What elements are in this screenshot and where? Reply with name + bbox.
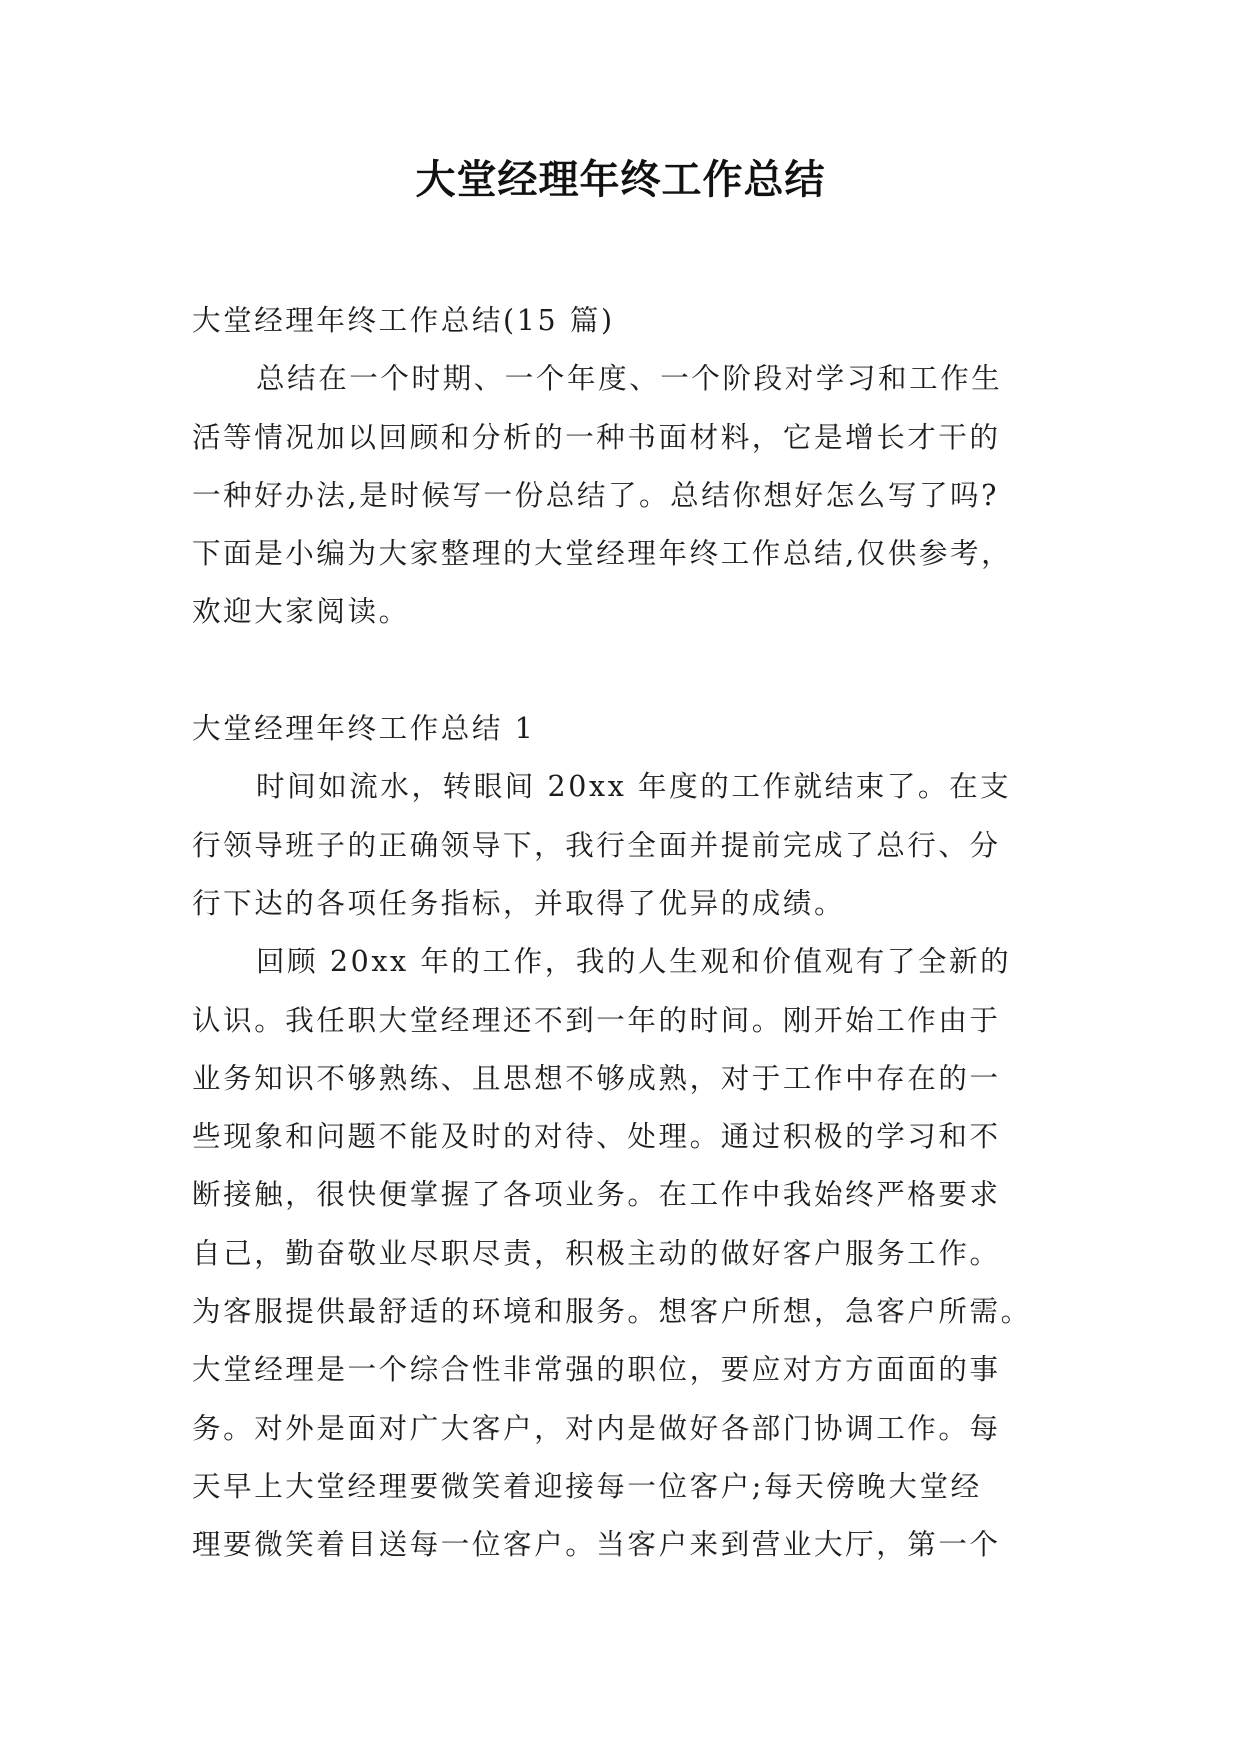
paragraph-line: 回顾 20xx 年的工作，我的人生观和价值观有了全新的: [256, 945, 1012, 979]
section1-paragraph-1: [192, 758, 1062, 933]
paragraph-line: 自己，勤奋敬业尽职尽责，积极主动的做好客户服务工作。: [192, 1236, 1001, 1270]
section1-paragraph-2: [192, 933, 1062, 1574]
paragraph-line: 断接触，很快便掌握了各项业务。在工作中我始终严格要求: [192, 1178, 1001, 1212]
intro-paragraph: [192, 350, 1062, 641]
paragraph-line: 一种好办法,是时候写一份总结了。总结你想好怎么写了吗?: [192, 478, 1000, 512]
paragraph-line: 欢迎大家阅读。: [192, 595, 410, 629]
paragraph-line: 时间如流水，转眼间 20xx 年度的工作就结束了。在支: [256, 770, 1012, 804]
subtitle-line: 大堂经理年终工作总结(15 篇): [192, 304, 615, 337]
paragraph-spacer: [192, 642, 1062, 700]
paragraph-line: 务。对外是面对广大客户，对内是做好各部门协调工作。每: [192, 1411, 1001, 1445]
paragraph-line: 行下达的各项任务指标，并取得了优异的成绩。: [192, 886, 846, 920]
paragraph-line: 些现象和问题不能及时的对待、处理。通过积极的学习和不: [192, 1120, 1001, 1154]
paragraph-line: 为客服提供最舒适的环境和服务。想客户所想，急客户所需。: [192, 1295, 1032, 1329]
paragraph-line: 行领导班子的正确领导下，我行全面并提前完成了总行、分: [192, 828, 1001, 862]
section-heading: 大堂经理年终工作总结 1: [192, 712, 536, 746]
paragraph-line: 业务知识不够熟练、且思想不够成熟，对于工作中存在的一: [192, 1061, 1001, 1095]
document-title: 大堂经理年终工作总结: [415, 157, 826, 203]
paragraph-line: 总结在一个时期、一个年度、一个阶段对学习和工作生: [256, 362, 1003, 396]
paragraph-line: 认识。我任职大堂经理还不到一年的时间。刚开始工作由于: [192, 1003, 1001, 1037]
document-body: [192, 292, 1062, 1575]
paragraph-line: 活等情况加以回顾和分析的一种书面材料，它是增长才干的: [192, 420, 1001, 454]
paragraph-line: 理要微笑着目送每一位客户。当客户来到营业大厅，第一个: [192, 1528, 1001, 1562]
paragraph-line: 天早上大堂经理要微笑着迎接每一位客户;每天傍晚大堂经: [192, 1469, 982, 1503]
paragraph-line: 下面是小编为大家整理的大堂经理年终工作总结,仅供参考，: [192, 537, 1013, 571]
paragraph-line: 大堂经理是一个综合性非常强的职位，要应对方方面面的事: [192, 1353, 1001, 1387]
